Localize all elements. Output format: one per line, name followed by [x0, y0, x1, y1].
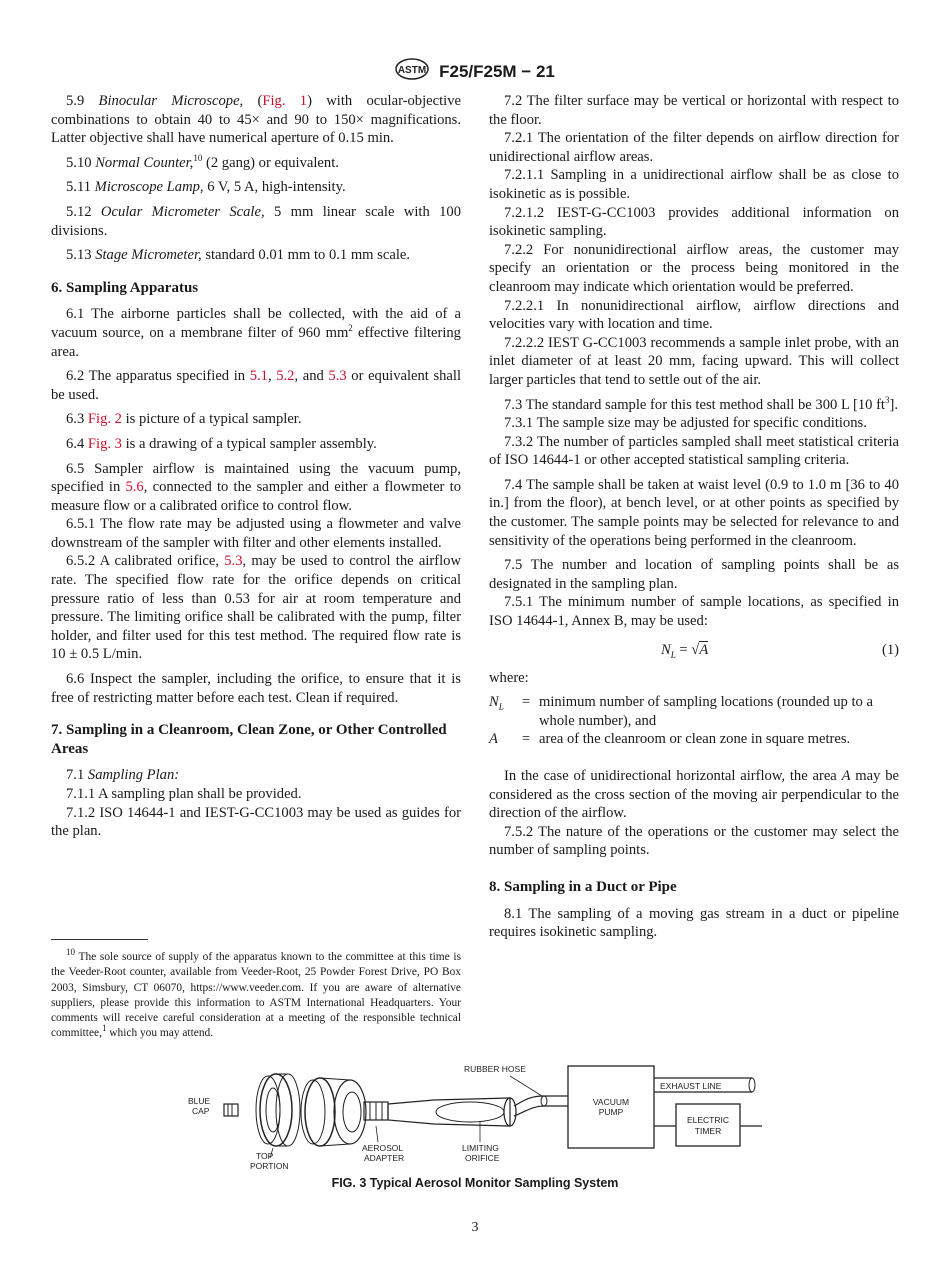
para-7-2-2-1: 7.2.2.1 In nonunidirectional airflow, airflow directions and velocities vary with location and time. [489, 297, 899, 333]
electric-timer-box [676, 1104, 740, 1146]
equation-number: (1) [881, 641, 899, 658]
para-7-5-1: 7.5.1 The minimum number of sample locations, as specified in ISO 14644-1, Annex B, may be used: [489, 594, 899, 630]
svg-text:ASTM: ASTM [397, 65, 427, 76]
fig2-link[interactable]: Fig. 2 [87, 411, 122, 428]
label-top-1: TOP [256, 1151, 274, 1161]
section-7-heading: 7. Sampling in a Cleanroom, Clean Zone, or Other Controlled Areas [51, 722, 447, 757]
para-8-1: 8.1 The sampling of a moving gas stream in a duct or pipeline requires isokinetic sampling. [489, 905, 899, 941]
label-blue-cap-2: CAP [192, 1106, 210, 1116]
para-6-6: 6.6 Inspect the sampler, including the orifice, to ensure that it is free of restricting matter before each test. Clean if required. [51, 671, 461, 706]
limiting-orifice-part [388, 1098, 516, 1126]
label-timer-2: TIMER [694, 1126, 722, 1136]
right-column [489, 92, 899, 948]
para-7-2-1: 7.2.1 The orientation of the filter depends on airflow direction for unidirectional airflow areas. [489, 130, 899, 165]
def-nl: $N_L$ = minimum number of sampling locations (rounded up to a whole number), and [489, 694, 873, 729]
para-6-4: 6.4 Fig. 3 is a drawing of a typical sampler assembly. [66, 435, 377, 452]
para-7-1-1: 7.1.1 A sampling plan shall be provided. [66, 786, 302, 802]
figure-3-diagram [180, 1060, 770, 1180]
label-vacuum-2: PUMP [598, 1107, 624, 1117]
label-exhaust: EXHAUST LINE [660, 1081, 722, 1091]
label-timer-1: ELECTRIC [686, 1115, 730, 1125]
para-6-2: 6.2 The apparatus specified in 5.1, 5.2, and 5.3 or equivalent shall be used. [51, 368, 462, 403]
para-unidirectional: In the case of unidirectional horizontal airflow, the area A may be considered as the cross section of the moving air perpendicular to the direction of the airflow. [489, 768, 899, 822]
label-rubber-hose: RUBBER HOSE [464, 1064, 526, 1074]
label-blue-cap-1: BLUE [188, 1096, 211, 1106]
blue-cap-part [224, 1104, 238, 1116]
figure-caption: FIG. 3 Typical Aerosol Monitor Sampling System [331, 1176, 619, 1190]
top-portion-part [256, 1074, 300, 1146]
label-limiting-2: ORIFICE [465, 1153, 500, 1163]
aerosol-adapter-part [301, 1078, 388, 1146]
footnote-rule [51, 939, 148, 940]
para-5-13: 5.13 Stage Micrometer, standard 0.01 mm to 0.1 mm scale. [66, 247, 410, 264]
page-header [0, 58, 950, 85]
para-7-2: 7.2 The filter surface may be vertical or horizontal with respect to the floor. [489, 93, 899, 128]
para-7-3: 7.3 The standard sample for this test method shall be 300 L [10 $ft^3$]. [504, 394, 898, 413]
para-6-5: 6.5 Sampler airflow is maintained using the vacuum pump, specified in 5.6, connected to the sampler and either a flowmeter to measure flow or a calibrated orifice to control flow. [51, 460, 461, 514]
ref-5-3-link[interactable]: 5.3 [328, 368, 347, 385]
para-7-3-2: 7.3.2 The number of particles sampled shall meet statistical criteria of ISO 14644-1 or other accepted statistical sampling criteria. [489, 433, 899, 469]
para-7-2-1-2: 7.2.1.2 IEST-G-CC1003 provides additional information on isokinetic sampling. [489, 204, 899, 240]
para-5-11: 5.11 Microscope Lamp, 6 V, 5 A, high-intensity. [66, 179, 346, 196]
label-top-2: PORTION [250, 1161, 289, 1171]
para-7-2-2-2: 7.2.2.2 IEST G-CC1003 recommends a sample inlet probe, with an inlet diameter of at least 20 mm, facing upward. This will collect larger particles that tend to settle out of the air. [489, 334, 899, 388]
para-5-12: 5.12 Ocular Micrometer Scale, 5 mm linear scale with 100 divisions. [51, 203, 462, 239]
para-7-5: 7.5 The number and location of sampling points shall be as designated in the sampling plan. [489, 557, 899, 592]
fig1-link[interactable]: Fig. 1 [262, 93, 308, 109]
section-8-heading: 8. Sampling in a Duct or Pipe [489, 878, 677, 895]
definitions [489, 693, 899, 749]
para-7-2-2: 7.2.2 For nonunidirectional airflow areas, the customer may specify an orientation or the process being monitored in the cleanroom may indicate which orientation would be preferred. [489, 241, 899, 295]
para-7-1-2: 7.1.2 ISO 14644-1 and IEST-G-CC1003 may be used as guides for the plan. [51, 804, 461, 840]
ref-5-6-link[interactable]: 5.6 [125, 479, 144, 496]
equation-1: $N_L = √A$ (1) [661, 641, 899, 660]
para-7-4: 7.4 The sample shall be taken at waist level (0.9 to 1.0 m [36 to 40 in.] from the floor), at bench level, or at other points as specified by the customer. The sample points may be selected for relevance to and sensitivity of the operations being performed in the cleanroom. [489, 476, 899, 549]
page-number: 3 [471, 1220, 479, 1235]
para-7-2-1-1: 7.2.1.1 Sampling in a unidirectional airflow shall be as close to isokinetic as is possible. [489, 167, 899, 202]
ref-5-2-link[interactable]: 5.2 [276, 368, 295, 385]
where-label: where: [489, 669, 529, 686]
para-7-1: 7.1 Sampling Plan: [66, 767, 180, 784]
astm-logo-icon [395, 58, 429, 85]
footnote-10: $^{10}$ The sole source of supply of the apparatus known to the committee at this time is the Veeder-Root counter, available from Veeder-Root, 25 Powder Forest Drive, PO Box 2003, Simsbury, CT 06070, https://www.veeder.com. If you are aware of alternative suppliers, please provide this information to ASTM International Headquarters. Your comments will receive careful consideration at a meeting of the responsible technical committee,$^1$ which you may attend. [51, 947, 461, 1040]
para-7-5-2: 7.5.2 The nature of the operations or the customer may select the number of sampling points. [489, 823, 899, 859]
label-vacuum-1: VACUUM [592, 1097, 630, 1107]
label-aerosol-2: ADAPTER [364, 1153, 405, 1163]
para-5-9: 5.9 Binocular Microscope, (Fig. 1) with ocular-objective combinations to obtain 40 to 45× and 90 to 150× magnifications. Latter objective shall have numerical aperture of 0.15 min. [51, 93, 461, 147]
para-6-3: 6.3 Fig. 2 is picture of a typical sampler. [66, 411, 302, 428]
para-6-5-2: 6.5.2 A calibrated orifice, 5.3, may be used to control the airflow rate. The specified flow rate for the orifice depends on critical pressure ratio of less than 0.53 for air at room temperature and pressure. The limiting orifice shall be calibrated with the pump, filter holder, and filter used for this test method. The required flow rate is 10 ± 0.5 L/min. [51, 553, 461, 663]
para-5-10: 5.10 Normal Counter,$^{10}$ (2 gang) or equivalent. [66, 152, 339, 171]
ref-5-1-link[interactable]: 5.1 [249, 368, 268, 385]
para-7-3-1: 7.3.1 The sample size may be adjusted for specific conditions. [504, 415, 867, 432]
rubber-hose-part [514, 1096, 568, 1116]
section-6-heading: 6. Sampling Apparatus [51, 279, 199, 296]
label-limiting-1: LIMITING [462, 1143, 499, 1153]
designation: F25/F25M − 21 [439, 61, 555, 81]
para-6-5-1: 6.5.1 The flow rate may be adjusted using a flowmeter and valve downstream of the sampler with filter and other elements installed. [51, 516, 461, 551]
para-6-1: 6.1 The airborne particles shall be collected, with the aid of a vacuum source, on a membrane filter of 960 $mm^2$ effective filtering area. [51, 306, 461, 360]
ref-5-3b-link[interactable]: 5.3 [224, 553, 243, 570]
label-aerosol-1: AEROSOL [362, 1143, 404, 1153]
fig3-link[interactable]: Fig. 3 [87, 435, 122, 452]
left-column [51, 92, 461, 841]
def-a: A = area of the cleanroom or clean zone in square metres. [489, 731, 851, 748]
